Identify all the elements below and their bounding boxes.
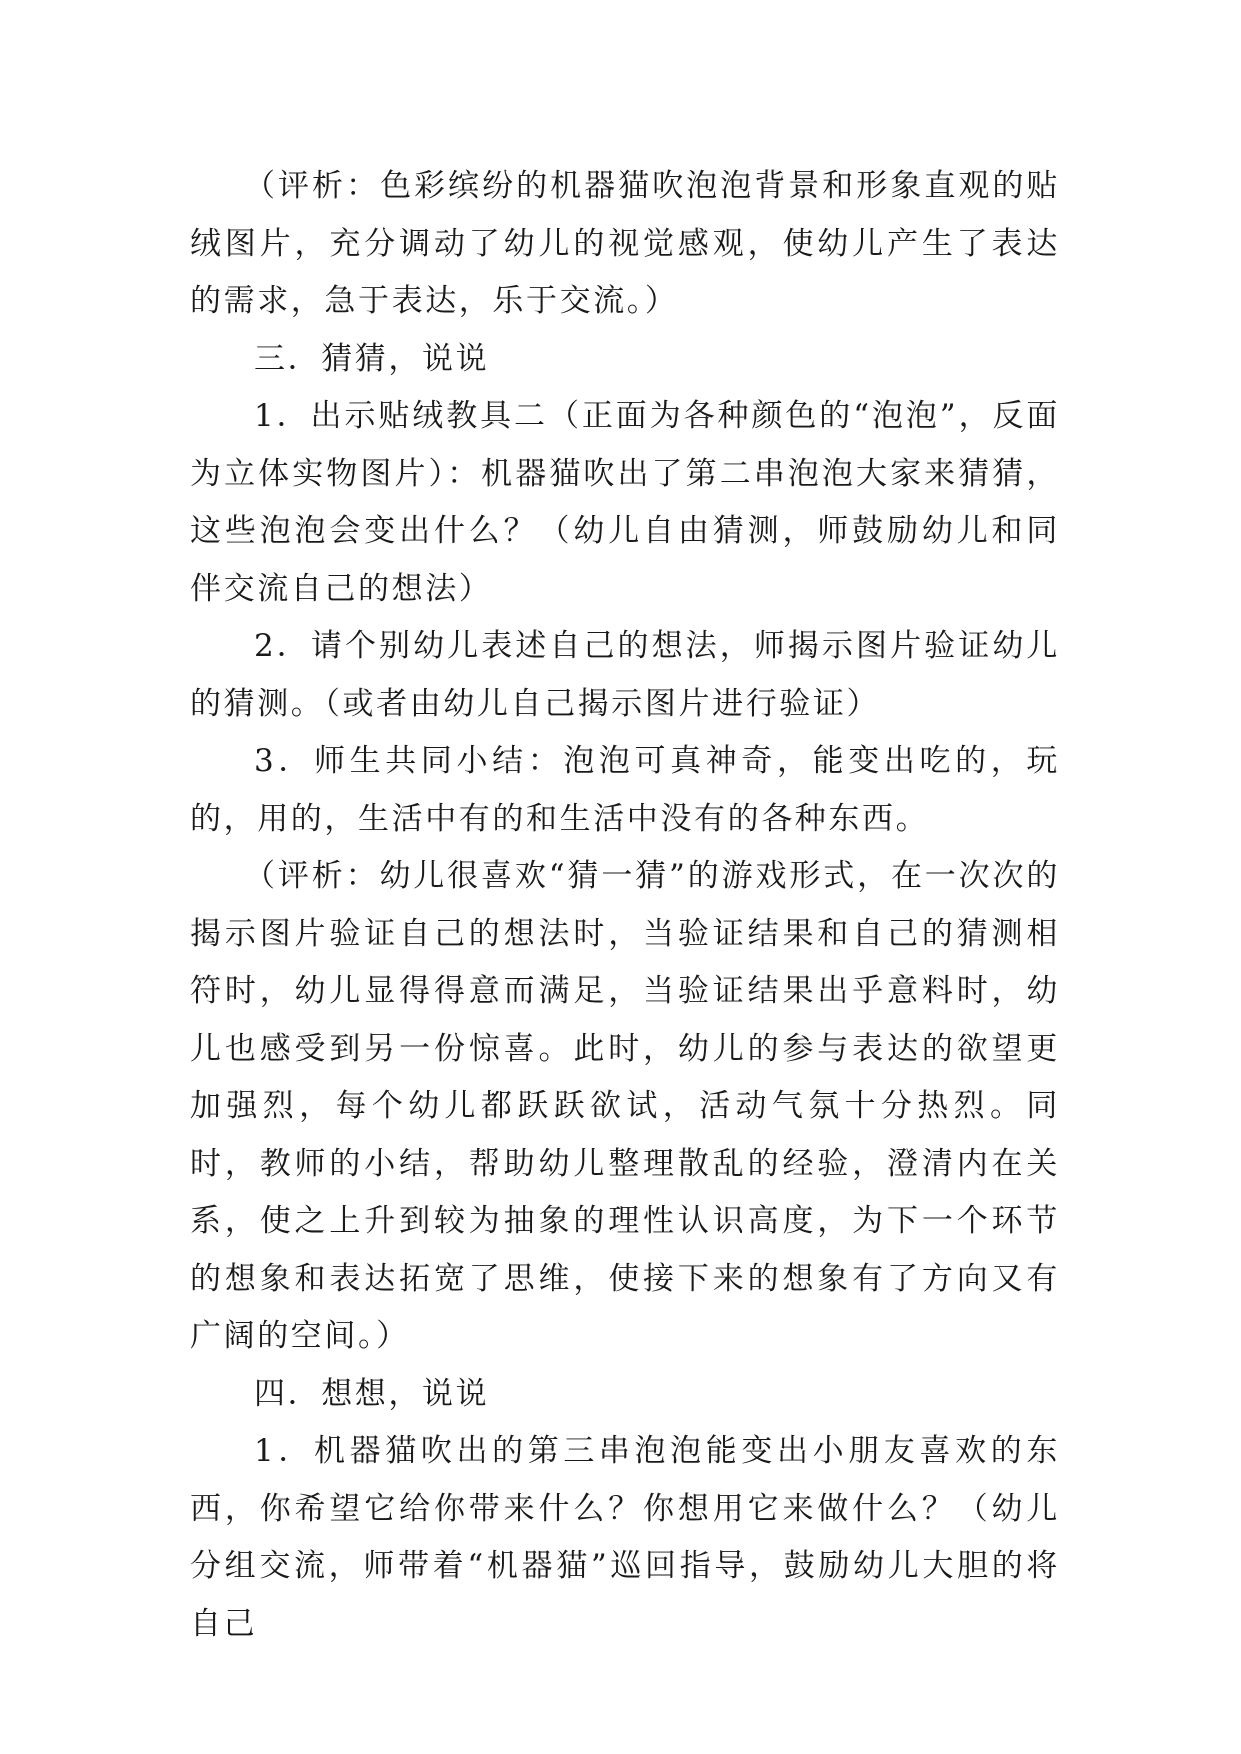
evaluation-paragraph-2: （评析：幼儿很喜欢“猜一猜”的游戏形式，在一次次的揭示图片验证自己的想法时，当验证结果和自己的猜测相符时，幼儿显得得意而满足，当验证结果出乎意料时，幼儿也感受到另一份惊喜。此时，幼儿的参与表达的欲望更加强烈，每个幼儿都跃跃欲试，活动气氛十分热烈。同时，教师的小结，帮助幼儿整理散乱的经验，澄清内在关系，使之上升到较为抽象的理性认识高度，为下一个环节的想象和表达拓宽了思维，使接下来的想象有了方向又有广阔的空间。）	[190, 858, 1060, 1354]
step-paragraph-3-3: 3．师生共同小结：泡泡可真神奇，能变出吃的，玩的，用的，生活中有的和生活中没有的各种东西。	[190, 743, 1060, 837]
document-body	[190, 158, 1060, 1653]
evaluation-paragraph-1: （评析：色彩缤纷的机器猫吹泡泡背景和形象直观的贴绒图片，充分调动了幼儿的视觉感观，使幼儿产生了表达的需求，急于表达，乐于交流。）	[190, 168, 1060, 319]
step-paragraph-4-1: 1．机器猫吹出的第三串泡泡能变出小朋友喜欢的东西，你希望它给你带来什么？你想用它来做什么？（幼儿分组交流，师带着“机器猫”巡回指导，鼓励幼儿大胆的将自己	[190, 1433, 1060, 1642]
step-paragraph-3-1: 1．出示贴绒教具二（正面为各种颜色的“泡泡”，反面为立体实物图片）：机器猫吹出了第二串泡泡大家来猜猜，这些泡泡会变出什么？（幼儿自由猜测，师鼓励幼儿和同伴交流自己的想法）	[190, 398, 1060, 607]
section-heading-4: 四．想想，说说	[254, 1375, 490, 1412]
step-paragraph-3-2: 2．请个别幼儿表述自己的想法，师揭示图片验证幼儿的猜测。（或者由幼儿自己揭示图片进行验证）	[190, 628, 1060, 722]
section-heading-3: 三．猜猜，说说	[254, 340, 490, 377]
